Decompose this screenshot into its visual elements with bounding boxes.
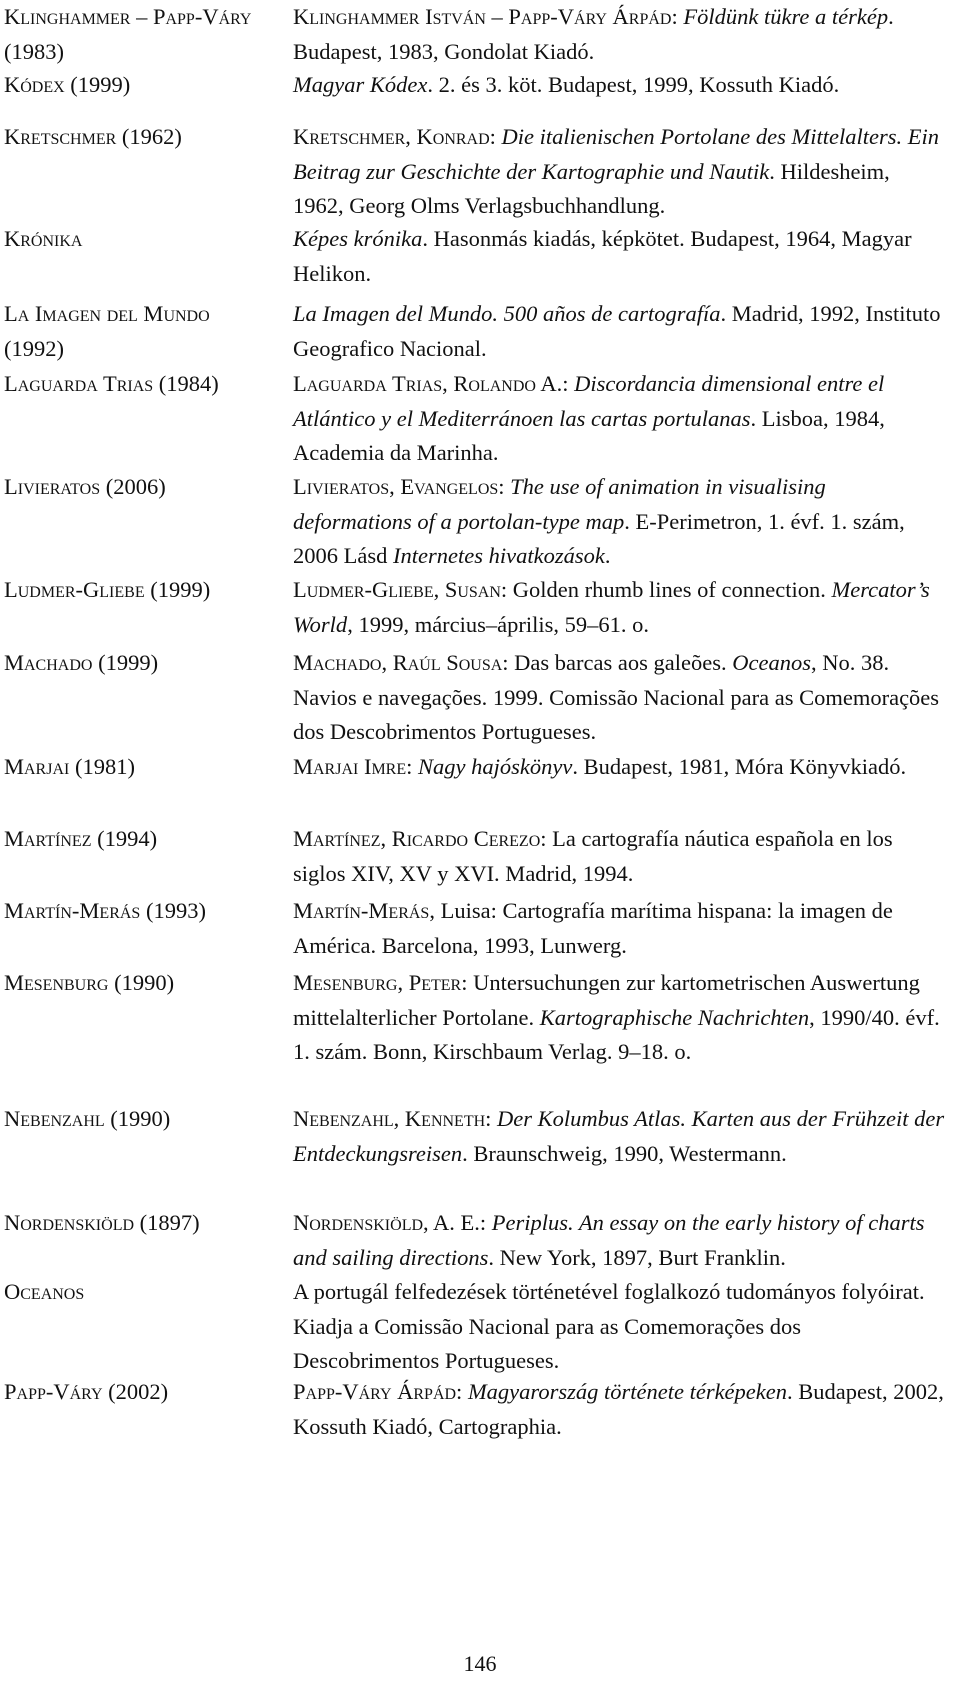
entry-key-segment: Laguarda Trias (1984)	[4, 371, 219, 396]
entry-reference-segment: A portugál felfedezések történetével foglalkozó tudományos folyóirat. Kiadja a Comissão Nacional para as Comemorações dos Descobrimentos Portugueses.	[293, 1279, 925, 1373]
entry-reference	[293, 646, 945, 750]
entry-reference-segment: , No. 38. Navios e navegações. 1999. Comissão Nacional para as Comemorações dos Descobrimentos Portugueses.	[293, 650, 940, 744]
entry-reference-segment: Kretschmer, Konrad:	[293, 124, 502, 149]
entry-reference	[293, 822, 945, 891]
entry-reference-segment: Magyarország története térképeken	[467, 1379, 788, 1404]
entry-reference	[293, 1375, 945, 1444]
entry-reference	[293, 1102, 945, 1171]
entry-key-segment: Kretschmer (1962)	[4, 124, 182, 149]
entry-reference	[293, 573, 945, 642]
entry-reference-segment: Martínez, Ricardo Cerezo	[293, 826, 541, 851]
entry-reference-segment: Der Kolumbus Atlas. Karten aus der Frühzeit der Entdeckungsreisen	[293, 1106, 945, 1166]
entry-key-segment: Livieratos (2006)	[4, 474, 166, 499]
entry-key-segment: Oceanos	[4, 1279, 85, 1304]
entry-reference-segment: . E-Perimetron, 1. évf. 1. szám, 2006 Lásd	[293, 508, 905, 568]
entry-key-segment: Martínez (1994)	[4, 826, 158, 851]
entry-reference-segment: :	[562, 371, 575, 396]
entry-reference	[293, 367, 945, 471]
entry-reference	[293, 750, 945, 785]
entry-reference-segment: Ludmer-Gliebe, Susan	[293, 577, 501, 602]
entry-reference-segment: : Untersuchungen zur kartometrischen Auswertung mittelalterlicher Portolane.	[293, 970, 920, 1030]
entry-reference-segment: . Budapest, 1981, Móra Könyvkiadó.	[572, 754, 907, 779]
entry-key-segment: Ludmer-Gliebe (1999)	[4, 577, 211, 602]
entry-reference-segment: . Budapest, 2002, Kossuth Kiadó, Cartographia.	[293, 1379, 944, 1439]
entry-key-segment: La Imagen del Mundo	[4, 301, 210, 326]
entry-reference-segment: . Lisboa, 1984, Academia da Marinha.	[293, 405, 885, 465]
entry-reference	[293, 1206, 945, 1275]
entry-key	[4, 297, 274, 366]
entry-key	[4, 0, 274, 69]
entry-reference	[293, 68, 945, 103]
entry-key	[4, 822, 274, 857]
entry-reference-segment: Martín-Merás	[293, 898, 430, 923]
entry-reference	[293, 297, 945, 366]
entry-reference-segment: . Budapest, 1983, Gondolat Kiadó.	[293, 4, 894, 64]
entry-key-segment: Mesenburg (1990)	[4, 970, 175, 995]
entry-reference-segment: . 2. és 3. köt. Budapest, 1999, Kossuth Kiadó.	[427, 72, 840, 97]
entry-reference-segment: Képes krónika	[293, 226, 423, 251]
entry-reference-segment: . Hasonmás kiadás, képkötet. Budapest, 1964, Magyar Helikon.	[293, 226, 912, 286]
entry-reference-segment: Papp-Váry Árpád:	[293, 1379, 468, 1404]
entry-reference-segment: Die italienischen Portolane des Mittelalters. Ein Beitrag zur Geschichte der Kartographie und Nautik	[293, 124, 939, 184]
entry-key	[4, 1206, 274, 1241]
entry-reference-segment: Nebenzahl, Kenneth:	[293, 1106, 498, 1131]
entry-key	[4, 1375, 274, 1410]
entry-reference-segment: : Golden rhumb lines of connection.	[500, 577, 832, 602]
entry-reference-segment: Machado, Raúl Sousa	[293, 650, 503, 675]
entry-key	[4, 120, 274, 155]
entry-reference	[293, 894, 945, 963]
entry-reference-segment: Discordancia dimensional entre el Atlántico y el Mediterránoen las cartas portulanas	[293, 371, 885, 431]
entry-key	[4, 470, 274, 505]
entry-reference-segment: Internetes hivatkozások	[393, 543, 605, 568]
entry-reference-segment: .	[604, 543, 611, 568]
entry-key	[4, 1102, 274, 1137]
entry-reference-segment: Marjai Imre:	[293, 754, 419, 779]
entry-reference-segment: . Madrid, 1992, Instituto Geografico Nacional.	[293, 301, 941, 361]
entry-reference-segment: , 1999, március–április, 59–61. o.	[347, 611, 650, 637]
entry-reference-segment: Livieratos, Evangelos:	[293, 474, 511, 499]
entry-reference-segment: . Hildesheim, 1962, Georg Olms Verlagsbuchhandlung.	[293, 158, 890, 218]
entry-key	[4, 68, 274, 103]
entry-reference-segment: Periplus. An essay on the early history of charts and sailing directions	[293, 1210, 925, 1270]
entry-key-segment: Klinghammer – Papp-Váry (1983)	[4, 4, 252, 64]
entry-reference-segment: Kartographische Nachrichten	[539, 1004, 810, 1030]
entry-key	[4, 894, 274, 929]
entry-reference-segment: Magyar Kódex	[293, 72, 428, 97]
entry-reference	[293, 0, 945, 69]
entry-key-segment: (1992)	[4, 335, 64, 361]
entry-reference-segment: Mesenburg, Peter	[293, 970, 462, 995]
entry-key	[4, 1275, 274, 1310]
entry-key	[4, 222, 274, 257]
entry-reference-segment: , Luisa: Cartografía marítima hispana: la imagen de América. Barcelona, 1993, Lunwerg.	[293, 898, 893, 958]
entry-key	[4, 646, 274, 681]
entry-reference	[293, 222, 945, 291]
entry-key-segment: Kódex (1999)	[4, 72, 131, 97]
entry-key-segment: Papp-Váry (2002)	[4, 1379, 169, 1404]
entry-reference-segment: . New York, 1897, Burt Franklin.	[488, 1244, 786, 1270]
entry-reference-segment: Földünk tükre a térkép	[683, 4, 889, 29]
entry-reference-segment: : La cartografía náutica española en los siglos XIV, XV y XVI. Madrid, 1994.	[293, 826, 893, 886]
entry-reference	[293, 120, 945, 224]
entry-key	[4, 367, 274, 402]
entry-reference-segment: : Das barcas aos galeões.	[502, 650, 733, 675]
page-number: 146	[463, 1651, 497, 1676]
entry-reference-segment: Laguarda Trias, Rolando A.	[293, 371, 563, 396]
entry-reference-segment: . Braunschweig, 1990, Westermann.	[462, 1140, 787, 1166]
entry-reference-segment: Mercator’s World	[293, 577, 930, 637]
entry-key-segment: Machado (1999)	[4, 650, 159, 675]
entry-key	[4, 966, 274, 1001]
entry-reference-segment: Oceanos	[732, 650, 811, 675]
entry-reference-segment: :	[479, 1210, 492, 1235]
entry-reference	[293, 966, 945, 1070]
entry-key-segment: Nordenskiöld (1897)	[4, 1210, 200, 1235]
entry-reference-segment: The use of animation in visualising deformations of a portolan-type map	[293, 474, 826, 534]
entry-reference-segment: Nagy hajóskönyv	[418, 754, 573, 779]
entry-key-segment: Martín-Merás (1993)	[4, 898, 206, 923]
entry-reference	[293, 1275, 945, 1379]
entry-reference-segment: La Imagen del Mundo. 500 años de cartografía	[293, 301, 721, 326]
entry-reference-segment: Nordenskiöld, A. E.	[293, 1210, 480, 1235]
entry-reference-segment: , 1990/40. évf. 1. szám. Bonn, Kirschbaum Verlag. 9–18. o.	[293, 1004, 940, 1064]
entry-key-segment: Nebenzahl (1990)	[4, 1106, 171, 1131]
entry-key	[4, 573, 274, 608]
entry-key-segment: Marjai (1981)	[4, 754, 135, 779]
entry-key-segment: Krónika	[4, 226, 83, 251]
entry-key	[4, 750, 274, 785]
entry-reference-segment: Klinghammer István – Papp-Váry Árpád:	[293, 4, 684, 29]
entry-reference	[293, 470, 945, 574]
